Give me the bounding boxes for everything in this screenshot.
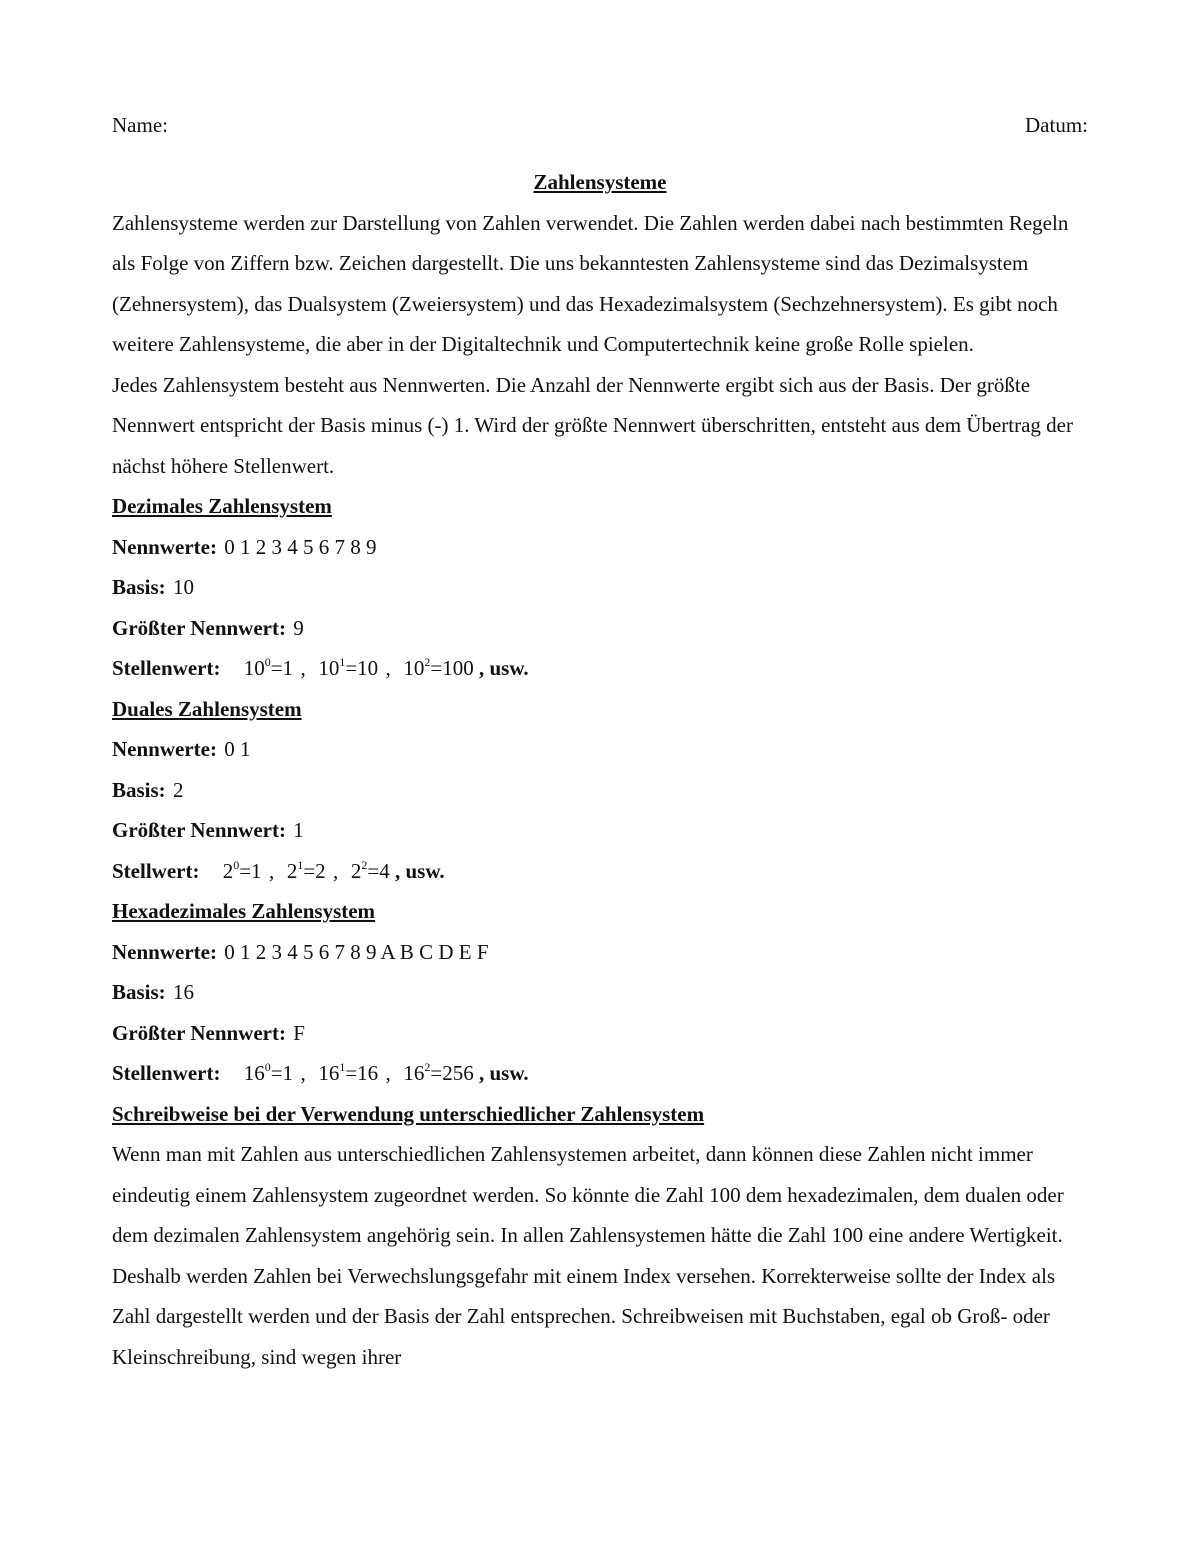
decimal-basis-line: [112, 567, 1088, 608]
hex-term-0: $16^0=1$: [243, 1060, 294, 1085]
dual-nennwerte-value: 0 1: [224, 737, 251, 761]
nennwerte-label: Nennwerte:: [112, 939, 217, 964]
hex-groesster-value: F: [293, 1020, 305, 1045]
stellenwert-label: Stellenwert:: [112, 656, 221, 680]
dual-term-2: $2^2=4$: [350, 857, 390, 883]
decimal-suffix: , usw.: [479, 656, 529, 680]
hex-stellenwert-expr: $16^0=1$ , $16^1=16$ , $16^2=256$ , usw.: [243, 1060, 529, 1085]
header-row: [112, 105, 1088, 145]
intro-paragraph-1: Zahlensysteme werden zur Darstellung von Zahlen verwendet. Die Zahlen werden dabei nach bestimmten Regeln als Folge von Ziffern bzw. Zeichen dargestellt. Die uns bekanntesten Zahlensysteme sind das Dezimalsystem (Zehnersystem), das Dualsystem (Zweiersystem) und das Hexadezimalsystem (Sechzehnersystem). Es gibt noch weitere Zahlensysteme, die aber in der Digitaltechnik und Computertechnik keine große Rolle spielen.: [112, 210, 1069, 356]
stellenwert-label: Stellenwert:: [112, 1061, 221, 1085]
decimal-heading: Dezimales Zahlensystem: [112, 494, 332, 518]
nennwerte-label: Nennwerte:: [112, 534, 217, 559]
hex-term-2: $16^2=256$: [403, 1060, 474, 1085]
date-label: Datum:: [1025, 113, 1088, 137]
decimal-basis-value: 10: [172, 575, 194, 599]
dual-basis-line: [112, 770, 1088, 811]
basis-label: Basis:: [112, 575, 166, 599]
dual-basis-value: 2: [172, 777, 184, 802]
hex-suffix: , usw.: [479, 1061, 529, 1085]
groesster-label: Größter Nennwert:: [112, 1020, 286, 1045]
decimal-term-1: $10^1=10$: [318, 655, 379, 680]
hex-basis-value: 16: [172, 980, 194, 1004]
document-title: Zahlensysteme: [533, 170, 667, 194]
dual-term-0: $2^0=1$: [222, 857, 262, 883]
decimal-nennwerte-line: [112, 527, 1088, 568]
dual-stellwert-line: [112, 851, 1088, 892]
hex-nennwerte-value: 0 1 2 3 4 5 6 7 8 9 A B C D E F: [224, 939, 489, 964]
hex-basis-line: [112, 972, 1088, 1013]
dual-groesster-line: [112, 810, 1088, 851]
name-label: Name:: [112, 113, 168, 137]
decimal-nennwerte-value: 0 1 2 3 4 5 6 7 8 9: [224, 534, 377, 559]
groesster-label: Größter Nennwert:: [112, 818, 286, 842]
dual-heading: Duales Zahlensystem: [112, 696, 302, 721]
decimal-stellenwert-line: [112, 648, 1088, 689]
hex-nennwerte-line: [112, 932, 1088, 973]
dual-nennwerte-line: [112, 729, 1088, 770]
document-page: [112, 105, 1088, 1377]
decimal-groesster-value: 9: [293, 615, 304, 640]
notation-paragraph: Wenn man mit Zahlen aus unterschiedlichen Zahlensystemen arbeitet, dann können diese Zahlen nicht immer eindeutig einem Zahlensystem zugeordnet werden. So könnte die Zahl 100 dem hexadezimalen, dem dualen oder dem dezimalen Zahlensystem angehörig sein. In allen Zahlensystemen hätte die Zahl 100 eine andere Wertigkeit. Deshalb werden Zahlen bei Verwechslungsgefahr mit einem Index versehen. Korrekterweise sollte der Index als Zahl dargestellt werden und der Basis der Zahl entsprechen. Schreibweisen mit Buchstaben, egal ob Groß- oder Kleinschreibung, sind wegen ihrer: [112, 1142, 1064, 1369]
decimal-term-0: $10^0=1$: [243, 655, 294, 680]
decimal-stellenwert-expr: $10^0=1$ , $10^1=10$ , $10^2=100$ , usw.: [243, 655, 529, 680]
dual-term-1: $2^1=2$: [286, 857, 326, 883]
notation-heading: Schreibweise bei der Verwendung unterschiedlicher Zahlensystem: [112, 1101, 705, 1126]
dual-suffix: , usw.: [395, 858, 445, 883]
stellwert-label: Stellwert:: [112, 858, 200, 883]
groesster-label: Größter Nennwert:: [112, 615, 286, 640]
hex-term-1: $16^1=16$: [318, 1060, 379, 1085]
decimal-term-2: $10^2=100$: [403, 655, 474, 680]
dual-stellwert-expr: $2^0=1$ , $2^1=2$ , $2^2=4$ , usw.: [222, 857, 445, 883]
hex-groesster-line: [112, 1013, 1088, 1054]
hex-stellenwert-line: [112, 1053, 1088, 1094]
hex-heading: Hexadezimales Zahlensystem: [112, 899, 376, 923]
basis-label: Basis:: [112, 777, 166, 802]
nennwerte-label: Nennwerte:: [112, 737, 217, 761]
dual-groesster-value: 1: [293, 818, 304, 842]
basis-label: Basis:: [112, 980, 166, 1004]
decimal-groesster-line: [112, 608, 1088, 649]
intro-paragraph-2: Jedes Zahlensystem besteht aus Nennwerten. Die Anzahl der Nennwerte ergibt sich aus der Basis. Der größte Nennwert entspricht der Basis minus (-) 1. Wird der größte Nennwert überschritten, entsteht aus dem Übertrag der nächst höhere Stellenwert.: [112, 372, 1073, 478]
